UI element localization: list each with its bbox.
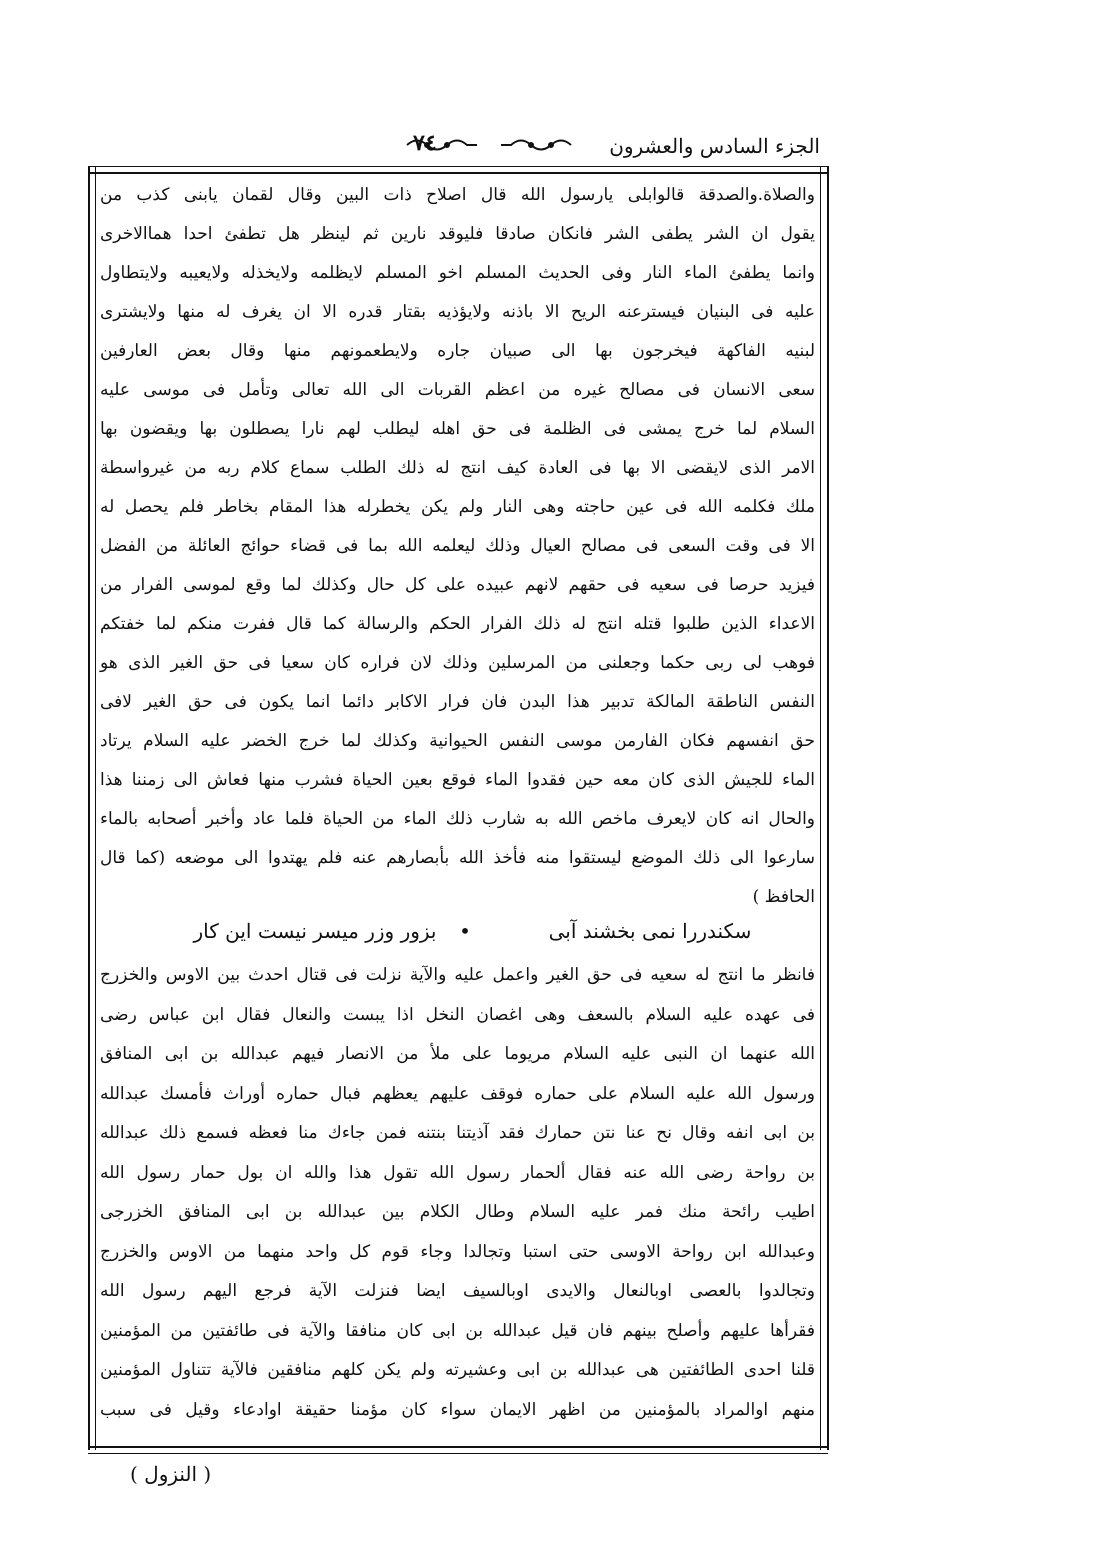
text-line: يقول ان الشر يطفى الشر فانكان صادقا فليوقد نارين ثم لينظر هل تطفئ احدا هماالاخرى — [100, 224, 815, 244]
text-line: قلنا احدى الطائفتين هى عبدالله بن ابى وعشيرته ولم يكن كلهم منافقين فالآية تتناول المؤمنين — [100, 1360, 815, 1380]
frame-bottom-rule — [88, 1446, 828, 1454]
text-line: وعبدالله ابن رواحة الاوسى حتى استبا وتجالدا وجاء قوم كل واحد منهما من الاوس والخزرج — [100, 1241, 815, 1262]
text-line: الامر الذى لايقضى الا بها فى العادة كيف انتج له ذلك الطلب سماع كلام ربه من غيرواسطة — [100, 458, 815, 478]
running-title: الجزء السادس والعشرون — [609, 134, 820, 158]
text-line: السلام لما خرج يمشى فى الظلمة فى حق اهله ليطلب لهم نارا يصطلون بها ويقضون بها — [100, 419, 815, 439]
text-line: الماء للجيش الذى كان معه حين فقدوا الماء فوقع بعين الحياة فشرب منها فعاش الى زمننا هذا — [100, 770, 815, 790]
text-line: ملك فكلمه الله فى عين حاجته وهى النار ولم يكن يخطرله هذا المقام بخاطر فلم يحصل له — [100, 497, 815, 517]
text-line: عليه فى البنيان فيسترعنه الريح الا باذنه ولايؤذيه بقتار قدره الا ان يغرف له منها ولايشترى — [100, 302, 815, 322]
verse-hemistich-2: بزور وزر ميسر نيست اين كار — [193, 919, 437, 943]
text-line: ورسول الله عليه السلام على حماره فوقف عليهم يعظهم فبال حماره أوراث فأمسك عبدالله — [100, 1083, 815, 1104]
text-line: الا فى وقت السعى فى مصالح العيال وذلك ليعلمه الله بما فى قضاء حوائج العائلة من الفضل — [100, 536, 815, 556]
text-line: حق انفسهم فكان الفارمن موسى النفس الحيوانية وكذلك لما خرج الخضر عليه السلام يرتاد — [100, 731, 815, 751]
text-line: سعى الانسان فى مصالح غيره من اعظم القربات الى الله تعالى وتأمل فى موسى عليه — [100, 380, 815, 400]
right-ornament-icon — [499, 134, 573, 156]
persian-verse — [100, 919, 815, 953]
frame-top-rule — [88, 166, 828, 174]
text-line: بن ابى انفه وقال نح عنا نتن حمارك فقد آذيتنا بنتنه فمن جاءك منا فعظه فسمع ذلك عبدالله — [100, 1123, 815, 1143]
body-text-part-2 — [100, 956, 815, 1430]
text-line: فى عهده عليه السلام بالسعف وهى اغصان النخل اذا يبست والنعال فقال ابن عباس رضى — [100, 1004, 815, 1025]
verse-separator: • — [459, 919, 471, 943]
text-line: الله عنهما ان النبى عليه السلام مريوما على ملأ من الانصار فيهم عبدالله بن ابى المنافق — [100, 1044, 815, 1064]
text-line: الاعداء الذين طلبوا قتله انتج له ذلك الفرار الحكم والرسالة كما قال ففرت منكم لما خفتكم — [100, 614, 815, 634]
catchword: ( النزول ) — [130, 1462, 212, 1486]
frame-left-rule — [88, 166, 96, 1450]
text-line: النفس الناطقة المالكة تدبير هذا البدن فان فرار الاكابر دائما انما يكون فى حق الغير لافى — [100, 692, 815, 712]
text-line: منهم اوالمراد بالمؤمنين من اظهر الايمان سواء كان مؤمنا حقيقة اوادعاء وقيل فى سبب — [100, 1399, 815, 1420]
text-line: لبنيه الفاكهة فيخرجون بها الى صبيان جاره ولايطعمونهم منها وقال بعض العارفين — [100, 341, 815, 361]
text-line: فيزيد حرصا فى سعيه فى حقهم لانهم عبيده على كل حال وكذلك لما وقع لموسى الفرار من — [100, 575, 815, 595]
text-line: الحافظ ) — [752, 887, 815, 907]
text-line: والحال انه كان لايعرف ماخص الله به شارب ذلك الماء من الحياة فلما عاد وأخبر أصحابه بالماء — [100, 809, 815, 829]
verse-hemistich-1: سكندررا نمى بخشند آبى — [548, 919, 752, 943]
text-line: فانظر ما انتج له سعيه فى حق الغير واعمل عليه والآية نزلت فى قتال احدث بين الاوس والخزرج — [100, 965, 815, 985]
page-number: ٧٤ — [413, 130, 437, 156]
body-text-part-1 — [100, 176, 815, 917]
frame-right-rule — [820, 166, 829, 1450]
page-header — [95, 128, 820, 168]
text-line: فقرأها عليهم وأصلح بينهم فان قيل عبدالله بن ابى كان منافقا والآية فى طائفتين من المؤمنين — [100, 1320, 815, 1341]
text-line: سارعوا الى ذلك الموضع ليستقوا منه فأخذ الله بأبصارهم عنه فلم يهتدوا الى موضعه (كما قال — [100, 848, 815, 868]
text-line: بن رواحة رضى الله عنه فقال ألحمار رسول الله تقول هذا والله ان بول حمار رسول الله — [100, 1162, 815, 1183]
text-line: وتجالدوا بالعصى اوبالنعال والايدى اوبالسيف ايضا فنزلت الآية فرجع اليهم رسول الله — [100, 1281, 815, 1301]
text-line: والصلاة.والصدقة قالوابلى يارسول الله قال اصلاح ذات البين وقال لقمان يابنى كذب من — [100, 185, 815, 205]
text-line: فوهب لى ربى حكما وجعلنى من المرسلين وذلك لان فراره كان سعيا فى حق الغير الذى هو — [100, 653, 815, 673]
text-line: اطيب رائحة منك فمر عليه السلام وطال الكلام بين عبدالله بن ابى المنافق الخزرجى — [100, 1202, 815, 1222]
text-line: وانما يطفئ الماء النار وفى الحديث المسلم اخو المسلم لايظلمه ولايخذله ولايعيبه ولايتطاول — [100, 263, 815, 283]
